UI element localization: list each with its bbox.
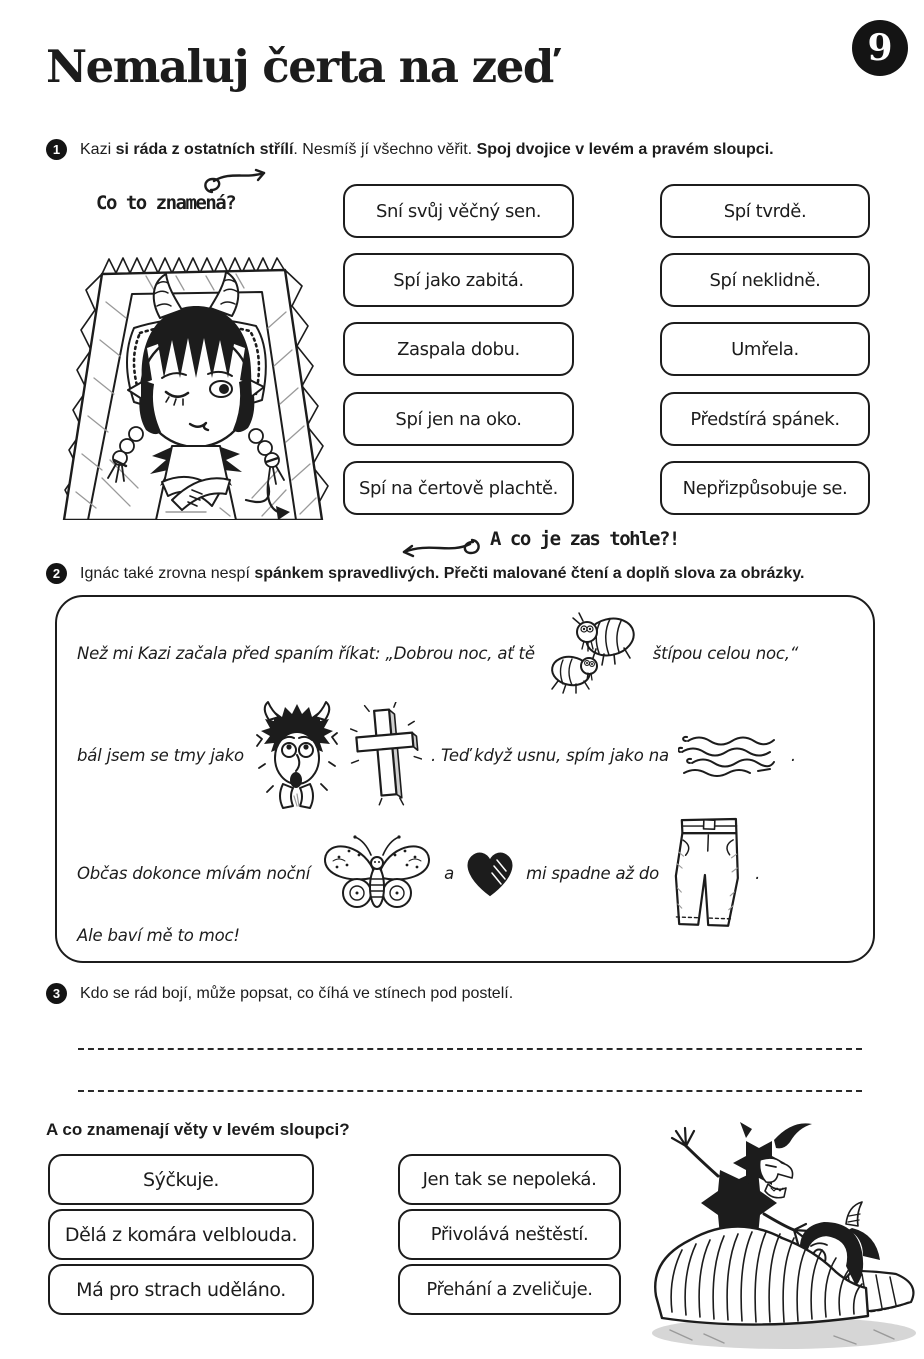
trousers-icon xyxy=(668,813,746,933)
match-option-right-3[interactable] xyxy=(660,322,870,376)
scared-devil-icon xyxy=(253,700,341,810)
bottom-option-left-1[interactable] xyxy=(48,1154,314,1205)
rebus-story-box xyxy=(55,595,875,963)
rebus-text: štípou celou noc,“ xyxy=(652,643,799,663)
match-option-label: Předstírá spánek. xyxy=(690,408,840,430)
exercise-2-header xyxy=(46,562,804,585)
match-option-label: Umřela. xyxy=(731,338,799,360)
page-number: 9 xyxy=(867,27,893,69)
devil-girl-sleeping-in-coffin-illustration xyxy=(50,232,332,520)
match-option-label: Má pro strach uděláno. xyxy=(76,1278,286,1301)
rebus-text: Ale baví mě to moc! xyxy=(77,925,240,945)
rebus-text: a xyxy=(444,863,455,883)
match-option-label: Spí tvrdě. xyxy=(723,200,807,222)
match-option-left-1[interactable] xyxy=(343,184,574,238)
match-option-label: Jen tak se nepoleká. xyxy=(422,1169,597,1190)
instruction-bold: si ráda z ostatních střílí xyxy=(115,141,294,158)
rebus-text: Občas dokonce mívám noční xyxy=(77,863,311,883)
bottom-option-right-1[interactable] xyxy=(398,1154,621,1205)
rebus-text: . Teď když usnu, spím jako na xyxy=(430,745,669,765)
fleas-icon xyxy=(544,611,644,695)
swirl-arrow-right-icon xyxy=(198,168,272,196)
instruction-bold: Spoj dvojice v levém a pravém sloupci. xyxy=(476,141,774,158)
match-option-right-4[interactable] xyxy=(660,392,870,446)
exercise-3-number-badge: 3 xyxy=(46,983,67,1004)
exercise-1-instruction xyxy=(80,138,774,161)
rebus-line-1 xyxy=(77,609,798,697)
moth-icon xyxy=(319,831,435,915)
devil-scaring-sleeping-girl-illustration xyxy=(634,1118,924,1359)
match-option-label: Spí jako zabitá. xyxy=(393,269,524,291)
rebus-line-2 xyxy=(77,697,796,813)
match-option-label: Přivolává neštěstí. xyxy=(430,1224,589,1245)
match-option-left-5[interactable] xyxy=(343,461,574,515)
match-option-left-4[interactable] xyxy=(343,392,574,446)
rebus-text: . xyxy=(755,863,761,883)
annotation-a-co-je-zas-tohle: A co je zas tohle?! xyxy=(490,528,679,550)
water-waves-icon xyxy=(678,732,782,778)
exercise-1-header xyxy=(46,138,774,161)
annotation-co-to-znamena: Co to znamená? xyxy=(96,192,236,214)
match-option-label: Sní svůj věčný sen. xyxy=(375,200,542,222)
instruction-bold: spánkem spravedlivých. Přečti malované čtení a doplň slova za obrázky. xyxy=(254,565,805,582)
exercise-1-number-badge: 1 xyxy=(46,139,67,160)
match-option-label: Zaspala dobu. xyxy=(397,338,520,360)
match-option-label: Dělá z komára velblouda. xyxy=(64,1223,298,1246)
instruction-text: Ignác také zrovna nespí xyxy=(80,565,255,582)
page-title: Nemaluj čerta na zeď xyxy=(46,40,553,93)
match-option-label: Sýčkuje. xyxy=(142,1168,220,1191)
exercise-3-instruction: Kdo se rád bojí, může popsat, co číhá ve stínech pod postelí. xyxy=(80,985,514,1002)
bottom-option-left-3[interactable] xyxy=(48,1264,314,1315)
answer-line-1[interactable] xyxy=(78,1048,862,1050)
bottom-option-right-3[interactable] xyxy=(398,1264,621,1315)
bottom-option-right-2[interactable] xyxy=(398,1209,621,1260)
match-option-right-5[interactable] xyxy=(660,461,870,515)
instruction-text: Kazi xyxy=(80,141,116,158)
heart-icon xyxy=(463,848,517,898)
match-option-label: Spí na čertově plachtě. xyxy=(358,477,559,499)
exercise-2-instruction xyxy=(80,562,804,585)
rebus-text: Než mi Kazi začala před spaním říkat: „Dobrou noc, ať tě xyxy=(77,643,535,663)
match-option-label: Přehání a zveličuje. xyxy=(426,1279,593,1300)
instruction-text: . Nesmíš jí všechno věřit. xyxy=(293,141,477,158)
page-number-badge xyxy=(852,20,908,76)
match-option-right-1[interactable] xyxy=(660,184,870,238)
rebus-text: mi spadne až do xyxy=(526,863,660,883)
rebus-line-3 xyxy=(77,809,760,937)
exercise-2-number-badge: 2 xyxy=(46,563,67,584)
bottom-option-left-2[interactable] xyxy=(48,1209,314,1260)
match-option-label: Nepřizpůsobuje se. xyxy=(682,477,848,499)
exercise-3-header xyxy=(46,982,513,1005)
answer-line-2[interactable] xyxy=(78,1090,862,1092)
rebus-text: . xyxy=(790,745,796,765)
match-option-label: Spí neklidně. xyxy=(709,269,821,291)
cross-icon xyxy=(350,702,422,808)
match-option-left-2[interactable] xyxy=(343,253,574,307)
rebus-text: bál jsem se tmy jako xyxy=(77,745,244,765)
match-option-label: Spí jen na oko. xyxy=(395,408,522,430)
bottom-section-heading: A co znamenají věty v levém sloupci? xyxy=(46,1120,350,1139)
swirl-arrow-left-icon xyxy=(396,530,484,562)
match-option-right-2[interactable] xyxy=(660,253,870,307)
match-option-left-3[interactable] xyxy=(343,322,574,376)
rebus-line-4 xyxy=(77,923,240,947)
